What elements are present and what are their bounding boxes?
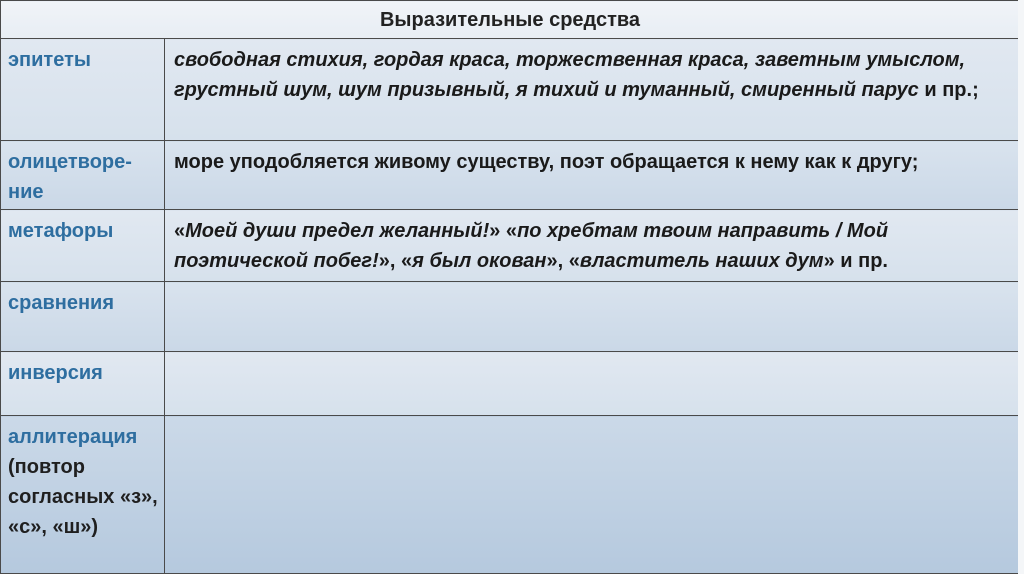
table-row [1,39,1019,141]
metaphor-quote: я был окован [412,250,547,272]
metaphor-quote: Моей души предел желанный! [185,220,490,242]
table-row [1,416,1019,574]
term-cell: инверсия [1,352,165,416]
quote-mark: « [174,220,186,242]
description-cell [165,39,1019,141]
table-row [1,282,1019,352]
slide-edge [1018,0,1024,574]
term-note: (повтор согласных «з», «с», «ш») [8,456,158,538]
table-header: Выразительные средства [1,1,1019,39]
term-cell: олицетворе-ние [1,141,165,210]
quote-mark: », « [378,250,413,272]
description-cell [165,282,1019,352]
table-row [1,141,1019,210]
description-italic: свободная стихия, гордая краса, торжественная краса, заветным умыслом, грустный шум, шум призывный, я тихий и туманный, смиренный парус [174,49,966,101]
table-row [1,352,1019,416]
description-suffix: и пр.; [918,79,979,101]
description-cell [165,210,1019,282]
quote-mark: », « [546,250,580,272]
table-header-row [1,1,1019,39]
term-label: аллитерация [8,426,138,448]
metaphor-quote: по хребтам твоим направить / Мой поэтической побег! [174,220,889,272]
metaphor-quote: властитель наших дум [579,250,824,272]
quote-mark: » « [489,220,518,242]
term-cell [1,416,165,574]
term-cell: сравнения [1,282,165,352]
term-cell: эпитеты [1,39,165,141]
table-row [1,210,1019,282]
description-cell [165,352,1019,416]
description-cell [165,416,1019,574]
quote-mark: » и пр. [823,250,888,272]
description-cell: море уподобляется живому существу, поэт обращается к нему как к другу; [165,141,1019,210]
term-cell: метафоры [1,210,165,282]
